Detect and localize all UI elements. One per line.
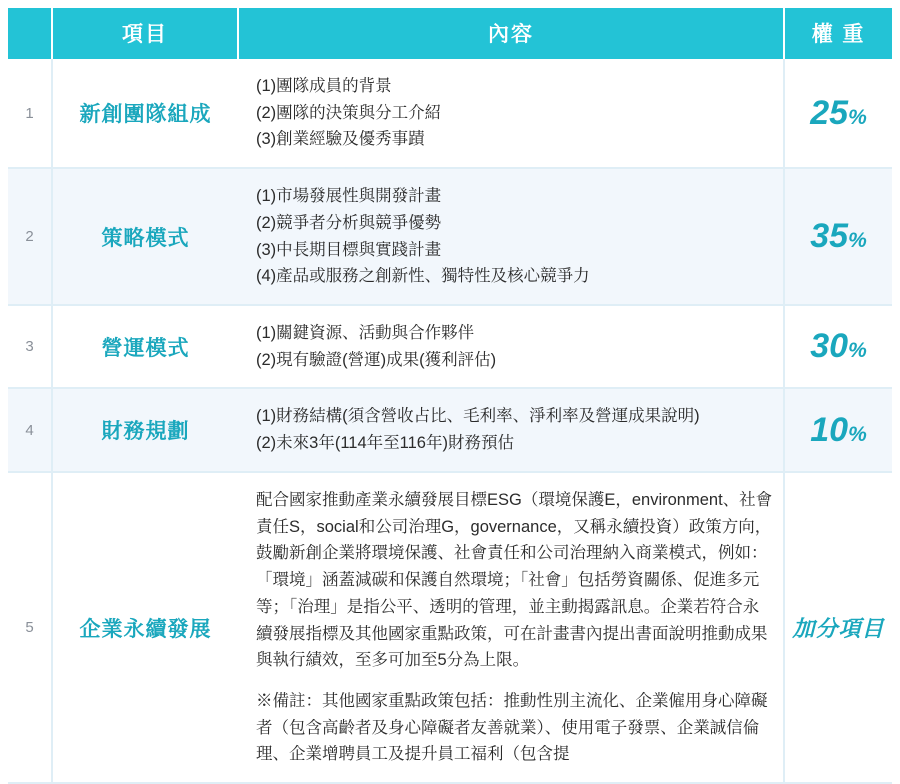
- weight-unit: %: [848, 422, 867, 446]
- paragraph-spacer: [256, 674, 773, 688]
- row-content: [238, 388, 784, 471]
- table-header-row: [8, 8, 892, 59]
- weight-unit: %: [848, 229, 867, 253]
- row-weight: 加分項目: [784, 472, 892, 783]
- content-line: (1)市場發展性與開發計畫: [256, 187, 442, 206]
- row-item: 財務規劃: [52, 388, 238, 471]
- row-number: 1: [8, 59, 52, 168]
- column-header-content: 內容: [238, 8, 784, 59]
- row-item: 營運模式: [52, 305, 238, 388]
- row-content: [238, 59, 784, 168]
- row-content: [238, 472, 784, 783]
- row-item: 企業永續發展: [52, 472, 238, 783]
- table-row: [8, 59, 892, 168]
- row-number: 5: [8, 472, 52, 783]
- column-header-weight: 權 重: [784, 8, 892, 59]
- row-number: 3: [8, 305, 52, 388]
- content-line: (2)未來3年(114年至116年)財務預估: [256, 434, 514, 453]
- weight-value: 25: [810, 93, 849, 132]
- table-body: [8, 59, 892, 783]
- table-row: [8, 168, 892, 305]
- content-line: (3)創業經驗及優秀事蹟: [256, 130, 425, 149]
- row-item: 新創團隊組成: [52, 59, 238, 168]
- table-row: [8, 305, 892, 388]
- content-line: (4)產品或服務之創新性、獨特性及核心競爭力: [256, 267, 590, 286]
- evaluation-criteria-table: [8, 8, 892, 784]
- row-content: [238, 168, 784, 305]
- column-header-number: [8, 8, 52, 59]
- column-header-item: 項目: [52, 8, 238, 59]
- row-weight: [784, 168, 892, 305]
- weight-value: 10: [810, 410, 849, 449]
- weight-value: 30: [810, 327, 849, 366]
- content-line: (1)團隊成員的背景: [256, 77, 392, 95]
- content-line: (3)中長期目標與實踐計畫: [256, 240, 442, 259]
- table-row: [8, 388, 892, 471]
- content-paragraph: ※備註：其他國家重點政策包括：推動性別主流化、企業僱用身心障礙者（包含高齡者及身心障礙者友善就業）、使用電子發票、企業誠信倫理、企業增聘員工及提升員工福利（包含提: [256, 691, 768, 764]
- row-content: [238, 305, 784, 388]
- row-item: 策略模式: [52, 168, 238, 305]
- row-weight: [784, 388, 892, 471]
- row-number: 4: [8, 388, 52, 471]
- weight-value: 35: [810, 217, 849, 256]
- row-number: 2: [8, 168, 52, 305]
- row-weight: [784, 305, 892, 388]
- content-line: (1)關鍵資源、活動與合作夥伴: [256, 324, 475, 343]
- content-paragraph: 配合國家推動產業永續發展目標ESG（環境保護E，environment、社會責任S，social和公司治理G，governance，又稱永續投資）政策方向，鼓勵新創企業將環境保護、社會責任和公司治理納入商業模式，例如：「環境」涵蓋減碳和保護自然環境；「社會」包括勞資關係、促進多元等；「治理」是指公平、透明的管理，並主動揭露訊息。企業若符合永續發展指標及其他國家重點政策，可在計畫書內提出書面說明推動成果與執行績效，至多可加至5分為上限。: [256, 490, 773, 670]
- row-weight: [784, 59, 892, 168]
- content-line: (2)競爭者分析與競爭優勢: [256, 213, 442, 232]
- content-line: (1)財務結構(須含營收占比、毛利率、淨利率及營運成果說明): [256, 407, 700, 426]
- weight-unit: %: [848, 105, 867, 129]
- content-line: (2)現有驗證(營運)成果(獲利評估): [256, 350, 497, 369]
- weight-unit: %: [848, 339, 867, 363]
- table-header: [8, 8, 892, 59]
- content-line: (2)團隊的決策與分工介紹: [256, 103, 442, 122]
- table-row: [8, 472, 892, 783]
